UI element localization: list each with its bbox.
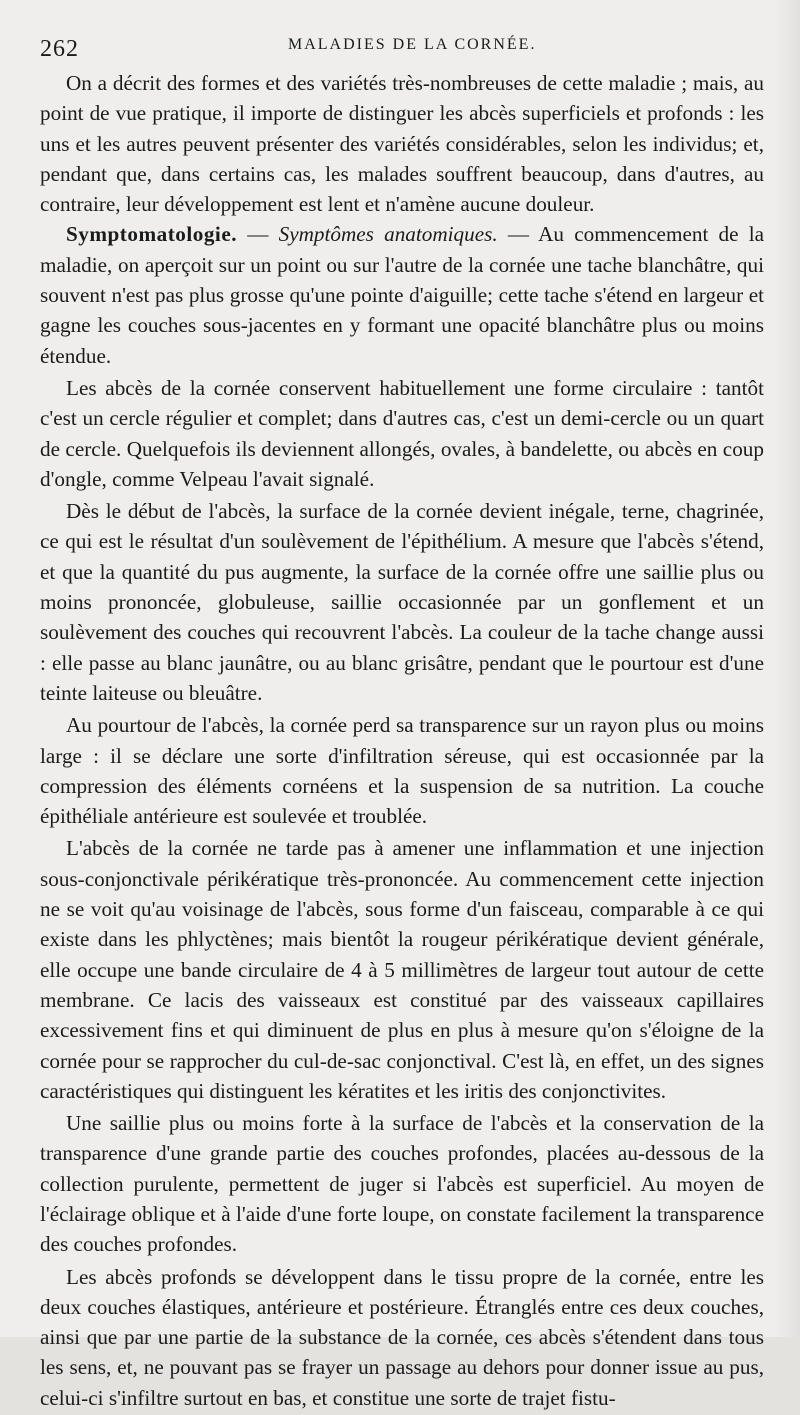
paragraph-text: Au pourtour de l'abcès, la cornée perd sa transparence sur un rayon plus ou moins large : il se déclare une sorte d'infiltration séreuse, qui est occasionnée par la compression des éléments cornéens et la suspension de sa nutrition. La couche épithéliale antérieure est soulevée et troublée. bbox=[40, 713, 764, 829]
paragraph-7 bbox=[40, 1108, 764, 1259]
paragraph-3 bbox=[40, 373, 764, 494]
paragraph-text: Les abcès profonds se développent dans le tissu propre de la cornée, entre les deux couches élastiques, antérieure et postérieure. Étranglés entre ces deux couches, ainsi que par une partie de la substance de la cornée, ces abcès s'étendent dans tous les sens, et, ne pouvant pas se frayer un passage au dehors pour donner issue au pus, celui-ci s'infiltre surtout en bas, et constitue une sorte de trajet fistu- bbox=[40, 1264, 764, 1410]
paragraph-text: Une saillie plus ou moins forte à la surface de l'abcès et la conservation de la transparence d'une grande partie des couches profondes, placées au-dessous de la collection purulente, permettent de juger si l'abcès est superficiel. Au moyen de l'éclairage oblique et à l'aide d'une forte loupe, on constate facilement la transparence des couches profondes. bbox=[40, 1111, 764, 1257]
page-number: 262 bbox=[40, 36, 79, 62]
page-header bbox=[40, 30, 770, 64]
paragraph-text: On a décrit des formes et des variétés très-nombreuses de cette maladie ; mais, au point de vue pratique, il importe de distinguer les abcès superficiels et profonds : les uns et les autres peuvent présenter des variétés considérables, selon les individus; et, pendant que, dans certains cas, les malades souffrent beaucoup, dans d'autres, au contraire, leur développement est lent et n'amène aucune douleur. bbox=[40, 71, 764, 217]
subsection-heading: Symptômes anatomiques. bbox=[278, 222, 498, 247]
section-heading: Symptomatologie. bbox=[66, 222, 238, 247]
paragraph-text: L'abcès de la cornée ne tarde pas à amener une inflammation et une injection sous-conjonctivale périkératique très-prononcée. Au commencement cette injection ne se voit qu'au voisinage de l'abcès, sous forme d'un faisceau, comparable à ce qui existe dans les phlyctènes; mais bientôt la rougeur périkératique devient générale, elle occupe une bande circulaire de 4 à 5 millimètres de largeur tout autour de cette membrane. Ce lacis des vaisseaux est constitué par des vaisseaux capillaires excessivement fins et qui diminuent de plus en plus à mesure qu'on s'éloigne de la cornée pour se rapprocher du cul-de-sac conjonctival. C'est là, en effet, un des signes caractéristiques qui distinguent les kératites et les iritis des conjonctivites. bbox=[40, 836, 764, 1103]
dash: — bbox=[497, 222, 539, 247]
paragraph-6 bbox=[40, 833, 764, 1106]
paragraph-text: Dès le début de l'abcès, la surface de la cornée devient inégale, terne, chagrinée, ce qui est le résultat d'un soulèvement de l'épithélium. A mesure que l'abcès s'étend, et que la quantité du pus augmente, la surface de la cornée offre une saillie plus ou moins prononcée, globuleuse, saillie occasionnée par un gonflement et un soulèvement des couches qui recouvrent l'abcès. La couleur de la tache change aussi : elle passe au blanc jaunâtre, ou au blanc grisâtre, pendant que le pourtour est d'une teinte laiteuse ou bleuâtre. bbox=[40, 499, 764, 705]
dash: — bbox=[237, 222, 279, 247]
paragraph-8 bbox=[40, 1262, 764, 1413]
paragraph-text: Les abcès de la cornée conservent habituellement une forme circulaire : tantôt c'est un cercle régulier et complet; dans d'autres cas, c'est un demi-cercle ou un quart de cercle. Quelquefois ils deviennent allongés, ovales, à bandelette, ou abcès en coup d'ongle, comme Velpeau l'avait signalé. bbox=[40, 375, 764, 491]
paragraph-text: Au commencement de la maladie, on aperçoit sur un point ou sur l'autre de la cornée une tache blanchâtre, qui souvent n'est pas plus grosse qu'une pointe d'aiguille; cette tache s'étend en largeur et gagne les couches sous-jacentes en y formant une opacité blanchâtre plus ou moins étendue. bbox=[40, 222, 765, 368]
paragraph-1 bbox=[40, 68, 764, 219]
paragraph-4 bbox=[40, 496, 764, 708]
page-body bbox=[40, 68, 764, 1415]
running-head: MALADIES DE LA CORNÉE. bbox=[288, 36, 537, 53]
paragraph-2 bbox=[40, 219, 764, 370]
paragraph-5 bbox=[40, 710, 764, 831]
